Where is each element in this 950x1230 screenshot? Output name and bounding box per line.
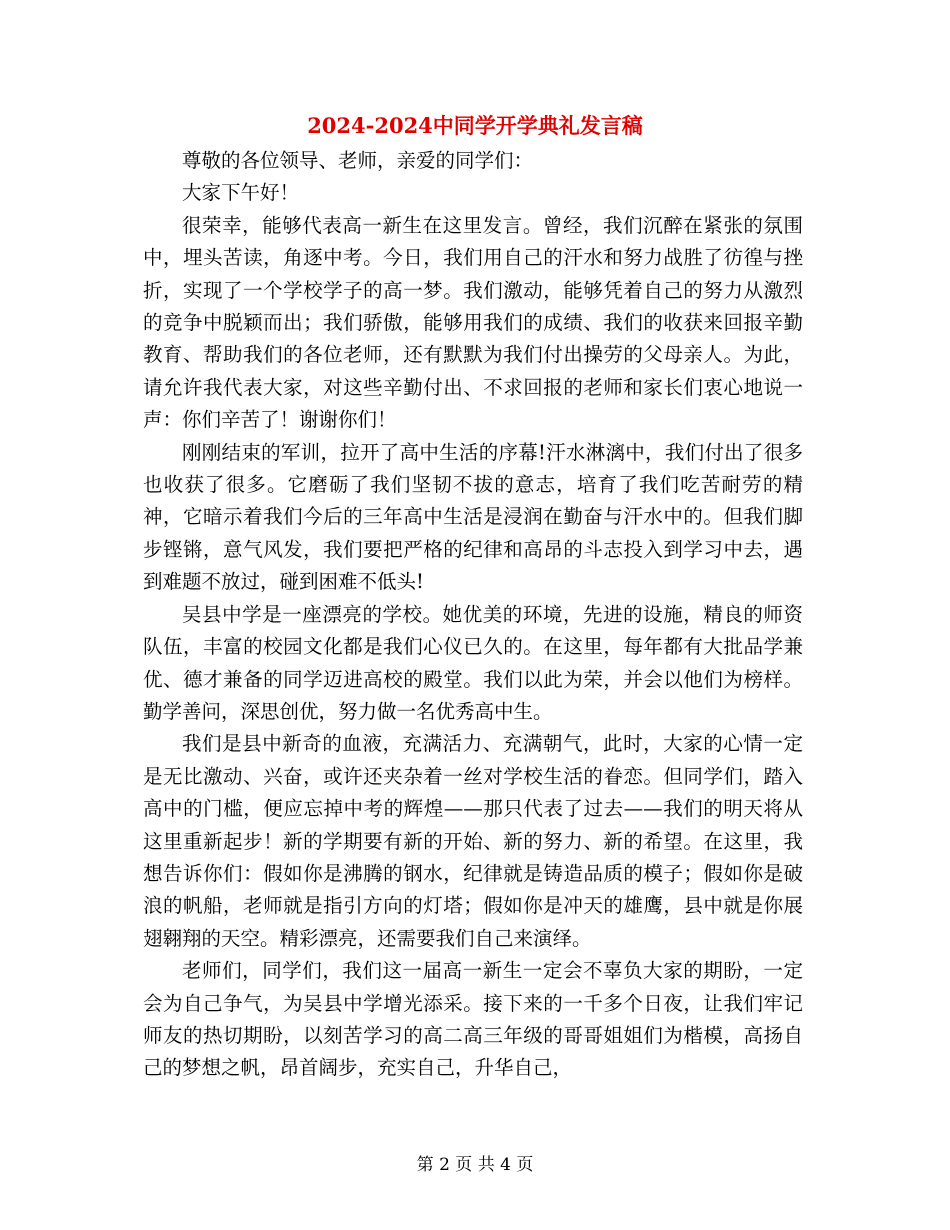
paragraph-1: 很荣幸，能够代表高一新生在这里发言。曾经，我们沉醉在紧张的氛围中，埋头苦读，角逐中考。今日，我们用自己的汗水和努力战胜了彷徨与挫折，实现了一个学校学子的高一梦。我们激动，能够凭着自己的努力从激烈的竞争中脱颖而出；我们骄傲，能够用我们的成绩、我们的收获来回报辛勤教育、帮助我们的各位老师，还有默默为我们付出操劳的父母亲人。为此，请允许我代表大家，对这些辛勤付出、不求回报的老师和家长们衷心地说一声：你们辛苦了！谢谢你们！ <box>143 213 803 432</box>
paragraph-3: 吴县中学是一座漂亮的学校。她优美的环境，先进的设施，精良的师资队伍，丰富的校园文化都是我们心仪已久的。在这里，每年都有大批品学兼优、德才兼备的同学迈进高校的殿堂。我们以此为荣，并会以他们为榜样。勤学善问，深思创优，努力做一名优秀高中生。 <box>143 602 803 723</box>
paragraph-2: 刚刚结束的军训，拉开了高中生活的序幕!汗水淋漓中，我们付出了很多也收获了很多。它磨砺了我们坚韧不拔的意志，培育了我们吃苦耐劳的精神，它暗示着我们今后的三年高中生活是浸润在勤奋与汗水中的。但我们脚步铿锵，意气风发，我们要把严格的纪律和高昂的斗志投入到学习中去，遇到难题不放过，碰到困难不低头! <box>143 440 803 594</box>
document-body <box>143 145 803 1085</box>
salutation: 尊敬的各位领导、老师，亲爱的同学们： <box>182 149 534 172</box>
document-title: 2024-2024中同学开学典礼发言稿 <box>307 113 643 138</box>
paragraph-4: 我们是县中新奇的血液，充满活力、充满朝气，此时，大家的心情一定是无比激动、兴奋，或许还夹杂着一丝对学校生活的眷恋。但同学们，踏入高中的门槛，便应忘掉中考的辉煌——那只代表了过去——我们的明天将从这里重新起步！新的学期要有新的开始、新的努力、新的希望。在这里，我想告诉你们：假如你是沸腾的钢水，纪律就是铸造品质的模子；假如你是破浪的帆船，老师就是指引方向的灯塔；假如你是冲天的雄鹰，县中就是你展翅翱翔的天空。精彩漂亮，还需要我们自己来演绎。 <box>143 732 803 950</box>
paragraph-5: 老师们，同学们，我们这一届高一新生一定会不辜负大家的期盼，一定会为自己争气，为吴县中学增光添采。接下来的一千多个日夜，让我们牢记师友的热切期盼，以刻苦学习的高二高三年级的哥哥姐姐们为楷模，高扬自己的梦想之帆，昂首阔步，充实自己，升华自己， <box>143 959 803 1080</box>
page-number-footer: 第 2 页 共 4 页 <box>416 1155 534 1175</box>
greeting: 大家下午好！ <box>182 181 300 205</box>
